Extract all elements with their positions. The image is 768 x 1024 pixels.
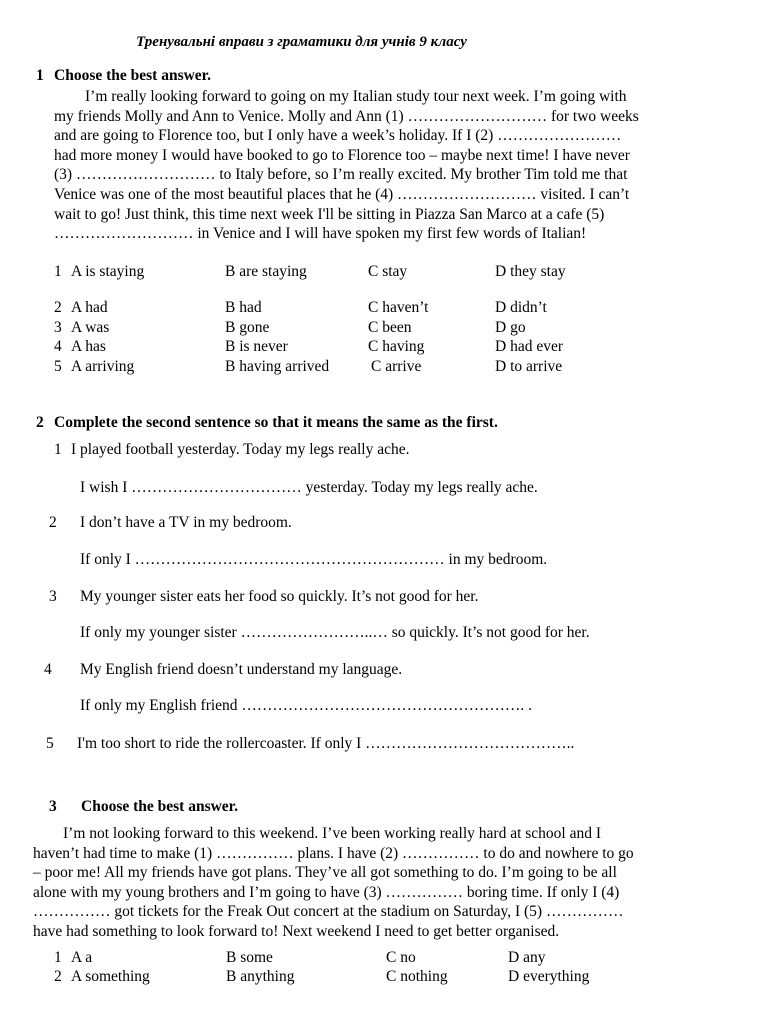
option-c: C stay	[368, 263, 408, 280]
option-c: C no	[386, 949, 416, 966]
text-line: had more money I would have booked to go to Florence too – maybe next time! I have never	[54, 146, 630, 164]
text-line: wait to go! Just think, this time next week I'll be sitting in Piazza San Marco at a cafe (5)	[54, 205, 605, 223]
exercise-1-number: 1	[36, 67, 44, 84]
option-a: A a	[71, 949, 93, 966]
text-line: have had something to look forward to! Next weekend I need to get better organised.	[33, 922, 560, 940]
text-line: alone with my young brothers and I’m going to have (3) …………… boring time. If only I (4)	[33, 883, 620, 901]
exercise-1-heading: Choose the best answer.	[54, 67, 212, 84]
text-line: …………… got tickets for the Freak Out concert at the stadium on Saturday, I (5) ……………	[33, 903, 624, 921]
text-line: I’m really looking forward to going on my Italian study tour next week. I’m going with	[85, 88, 627, 105]
option-b: B some	[226, 949, 273, 966]
option-b: B are staying	[225, 263, 307, 280]
option-number: 2	[54, 968, 62, 985]
item-first-sentence: I played football yesterday. Today my legs really ache.	[71, 441, 410, 458]
option-c: C nothing	[386, 968, 448, 985]
option-a: A had	[71, 299, 108, 316]
item-number: 4	[44, 661, 52, 678]
exercise-3-number: 3	[49, 798, 57, 815]
item-second-sentence: If only my English friend ………………………………………………. .	[80, 697, 533, 714]
item-number: 2	[49, 514, 57, 531]
text-line: – poor me! All my friends have got plans. They’ve all got something to do. I’m going to be all	[33, 864, 617, 882]
option-a: A has	[71, 338, 106, 355]
exercise-3-heading: Choose the best answer.	[81, 798, 239, 815]
option-c: C arrive	[371, 358, 422, 375]
option-b: B is never	[225, 338, 288, 355]
option-a: A something	[71, 968, 150, 985]
item-number: 1	[54, 441, 62, 458]
option-d: D had ever	[495, 338, 563, 355]
option-d: D didn’t	[495, 299, 547, 316]
option-b: B having arrived	[225, 358, 330, 375]
option-b: B anything	[226, 968, 295, 985]
option-a: A arriving	[71, 358, 135, 375]
text-line: haven’t had time to make (1) …………… plans. I have (2) …………… to do and nowhere to go	[33, 844, 634, 862]
text-line: I’m not looking forward to this weekend. I’ve been working really hard at school and I	[63, 825, 602, 842]
option-c: C haven’t	[368, 299, 429, 316]
exercise-3-text	[33, 824, 634, 942]
option-b: B gone	[225, 319, 270, 336]
option-d: D to arrive	[495, 358, 563, 375]
text-line: ……………………… in Venice and I will have spoken my first few words of Italian!	[54, 225, 587, 243]
item-second-sentence: I wish I …………………………… yesterday. Today my legs really ache.	[80, 479, 538, 496]
option-number: 3	[54, 319, 62, 336]
item-first-sentence: My English friend doesn’t understand my language.	[80, 661, 403, 678]
option-a: A is staying	[71, 263, 145, 280]
option-d: D any	[508, 949, 546, 966]
option-c: C having	[368, 338, 425, 355]
exercise-1-text	[54, 87, 639, 244]
option-number: 5	[54, 358, 62, 375]
option-number: 2	[54, 299, 62, 316]
worksheet-title: Тренувальні вправи з граматики для учнів 9 класу	[136, 34, 467, 50]
exercise-2-number: 2	[36, 414, 44, 431]
item-first-sentence: My younger sister eats her food so quickly. It’s not good for her.	[80, 588, 479, 605]
option-d: D everything	[508, 968, 590, 985]
option-d: D they stay	[495, 263, 566, 280]
option-number: 1	[54, 949, 62, 966]
exercise-2-heading: Complete the second sentence so that it means the same as the first.	[54, 414, 498, 431]
item-second-sentence: If only I …………………………………………………… in my bedroom.	[80, 551, 548, 568]
item-number: 3	[49, 588, 57, 605]
option-number: 4	[54, 338, 62, 355]
item-number: 5	[46, 735, 54, 752]
item-first-sentence: I don’t have a TV in my bedroom.	[80, 514, 292, 531]
option-b: B had	[225, 299, 262, 316]
text-line: (3) ……………………… to Italy before, so I’m really excited. My brother Tim told me that	[54, 166, 628, 184]
option-d: D go	[495, 319, 526, 336]
item-first-sentence: I'm too short to ride the rollercoaster. If only I …………………………………..	[77, 735, 575, 752]
item-second-sentence: If only my younger sister ……………………..… so quickly. It’s not good for her.	[80, 624, 590, 641]
option-a: A was	[71, 319, 110, 336]
option-c: C been	[368, 319, 412, 336]
text-line: Venice was one of the most beautiful places that he (4) ……………………… visited. I can’t	[54, 185, 630, 203]
option-number: 1	[54, 263, 62, 280]
text-line: my friends Molly and Ann to Venice. Molly and Ann (1) ……………………… for two weeks	[54, 107, 639, 125]
text-line: and are going to Florence too, but I only have a week’s holiday. If I (2) ……………………	[54, 127, 622, 145]
